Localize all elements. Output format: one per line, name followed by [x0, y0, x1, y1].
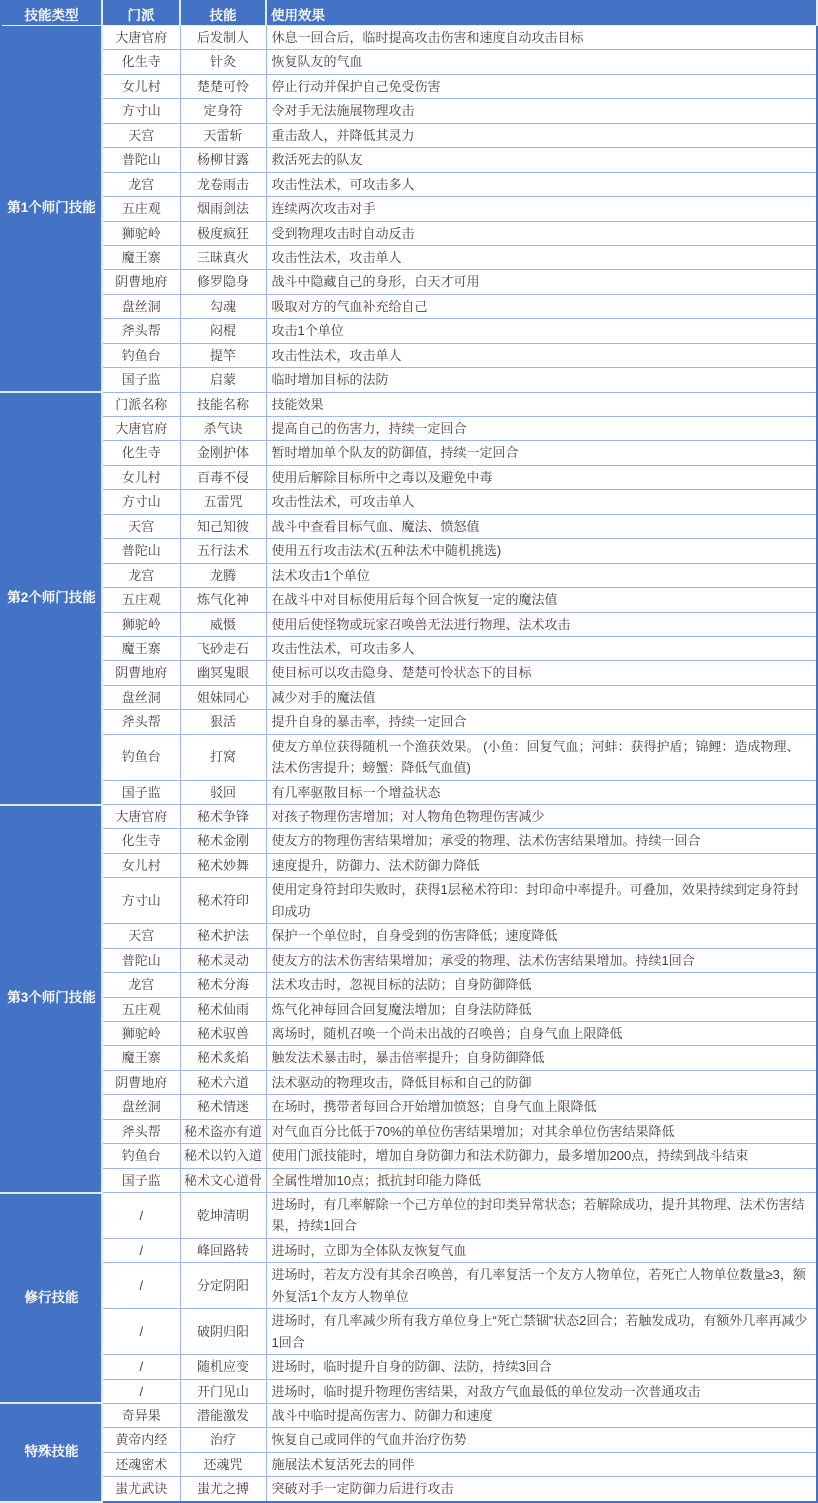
effect-cell: 使用后使怪物或玩家召唤兽无法进行物理、法术攻击 — [266, 612, 817, 636]
sect-cell: 化生寺 — [102, 50, 180, 74]
sect-cell: 门派名称 — [102, 392, 180, 416]
header-row — [1, 1, 817, 26]
effect-cell: 停止行动并保护自己免受伤害 — [266, 74, 817, 98]
group-label-cell: 修行技能 — [1, 1193, 102, 1404]
skill-cell: 龙卷雨击 — [180, 172, 266, 196]
table-row — [1, 1355, 817, 1379]
skill-cell: 潜能激发 — [180, 1403, 266, 1427]
table-row — [1, 1309, 817, 1355]
table-row — [1, 99, 817, 123]
skill-cell: 秘术分海 — [180, 973, 266, 997]
effect-cell: 对孩子物理伤害增加；对人物角色物理伤害减少 — [266, 805, 817, 829]
table-row — [1, 172, 817, 196]
skill-cell: 秘术以钓入道 — [180, 1144, 266, 1168]
skill-cell: 定身符 — [180, 99, 266, 123]
sect-cell: 大唐官府 — [102, 417, 180, 441]
effect-cell: 施展法术复活死去的同伴 — [266, 1452, 817, 1476]
sect-cell: 魔王寨 — [102, 245, 180, 269]
skill-cell: 金刚护体 — [180, 441, 266, 465]
sect-cell: 国子监 — [102, 1168, 180, 1192]
skills-table-header — [1, 1, 817, 26]
table-row — [1, 710, 817, 734]
table-row — [1, 636, 817, 660]
sect-cell: 大唐官府 — [102, 26, 180, 50]
effect-cell: 受到物理攻击时自动反击 — [266, 221, 817, 245]
skill-cell: 秘术符印 — [180, 878, 266, 924]
table-row — [1, 997, 817, 1021]
skill-cell: 炼气化神 — [180, 588, 266, 612]
effect-cell: 炼气化神每回合回复魔法增加；自身法防降低 — [266, 997, 817, 1021]
skill-cell: 秘术灵动 — [180, 948, 266, 972]
table-row — [1, 221, 817, 245]
sect-cell: 女儿村 — [102, 74, 180, 98]
effect-cell: 触发法术暴击时，暴击倍率提升；自身防御降低 — [266, 1046, 817, 1070]
sect-cell: / — [102, 1309, 180, 1355]
table-row — [1, 780, 817, 804]
effect-cell: 进场时，临时提升自身的防御、法防，持续3回合 — [266, 1355, 817, 1379]
table-row — [1, 1477, 817, 1502]
effect-cell: 进场时，立即为全体队友恢复气血 — [266, 1238, 817, 1262]
effect-cell: 速度提升，防御力、法术防御力降低 — [266, 853, 817, 877]
sect-cell: 五庄观 — [102, 997, 180, 1021]
sect-cell: 天宫 — [102, 924, 180, 948]
effect-cell: 令对手无法施展物理攻击 — [266, 99, 817, 123]
skill-cell: 秘术情迷 — [180, 1095, 266, 1119]
table-row — [1, 973, 817, 997]
group-label-cell: 第1个师门技能 — [1, 26, 102, 393]
sect-cell: 国子监 — [102, 368, 180, 392]
table-row — [1, 245, 817, 269]
effect-cell: 攻击性法术，可攻击单人 — [266, 490, 817, 514]
table-row — [1, 514, 817, 538]
skill-cell: 秘术护法 — [180, 924, 266, 948]
effect-cell: 攻击性法术，攻击单人 — [266, 245, 817, 269]
effect-cell: 使目标可以攻击隐身、楚楚可怜状态下的目标 — [266, 661, 817, 685]
sect-cell: 狮驼岭 — [102, 221, 180, 245]
sect-cell: 盘丝洞 — [102, 1095, 180, 1119]
effect-cell: 全属性增加10点；抵抗封印能力降低 — [266, 1168, 817, 1192]
table-row — [1, 270, 817, 294]
table-row — [1, 441, 817, 465]
table-row — [1, 1263, 817, 1309]
sect-cell: 钓鱼台 — [102, 734, 180, 780]
header-sect: 门派 — [102, 1, 180, 26]
sect-cell: 斧头帮 — [102, 319, 180, 343]
table-row — [1, 392, 817, 416]
sect-cell: / — [102, 1379, 180, 1403]
skill-cell: 治疗 — [180, 1428, 266, 1452]
table-row — [1, 417, 817, 441]
effect-cell: 战斗中临时提高伤害力、防御力和速度 — [266, 1403, 817, 1427]
table-row — [1, 563, 817, 587]
effect-cell: 使用定身符封印失败时，获得1层秘术符印：封印命中率提升。可叠加，效果持续到定身符封印成功 — [266, 878, 817, 924]
effect-cell: 临时增加目标的法防 — [266, 368, 817, 392]
sect-cell: 天宫 — [102, 123, 180, 147]
group-label-cell: 特殊技能 — [1, 1403, 102, 1501]
skill-cell: 峰回路转 — [180, 1238, 266, 1262]
sect-cell: 国子监 — [102, 780, 180, 804]
sect-cell: / — [102, 1238, 180, 1262]
table-row — [1, 734, 817, 780]
effect-cell: 连续两次攻击对手 — [266, 197, 817, 221]
skill-cell: 楚楚可怜 — [180, 74, 266, 98]
skill-cell: 闷棍 — [180, 319, 266, 343]
effect-cell: 救活死去的队友 — [266, 148, 817, 172]
skill-cell: 秘术驭兽 — [180, 1021, 266, 1045]
table-row — [1, 1168, 817, 1192]
effect-cell: 战斗中隐藏自己的身形，白天才可用 — [266, 270, 817, 294]
skill-cell: 针灸 — [180, 50, 266, 74]
table-row — [1, 1021, 817, 1045]
group-label-cell: 第2个师门技能 — [1, 392, 102, 804]
table-row — [1, 123, 817, 147]
effect-cell: 使用五行攻击法术(五种法术中随机挑选) — [266, 539, 817, 563]
skill-cell: 秘术妙舞 — [180, 853, 266, 877]
skill-cell: 提竿 — [180, 343, 266, 367]
table-row — [1, 661, 817, 685]
table-row — [1, 148, 817, 172]
effect-cell: 提升自身的暴击率，持续一定回合 — [266, 710, 817, 734]
skill-cell: 烟雨剑法 — [180, 197, 266, 221]
table-row — [1, 343, 817, 367]
effect-cell: 使友方的法术伤害结果增加；承受的物理、法术伤害结果增加。持续1回合 — [266, 948, 817, 972]
sect-cell: / — [102, 1193, 180, 1239]
table-row — [1, 612, 817, 636]
effect-cell: 进场时，临时提升物理伤害结果，对敌方气血最低的单位发动一次普通攻击 — [266, 1379, 817, 1403]
sect-cell: 还魂密术 — [102, 1452, 180, 1476]
skill-cell: 秘术炙焰 — [180, 1046, 266, 1070]
sect-cell: / — [102, 1355, 180, 1379]
skill-cell: 姐妹同心 — [180, 685, 266, 709]
skill-cell: 天雷斩 — [180, 123, 266, 147]
table-row — [1, 50, 817, 74]
table-row — [1, 465, 817, 489]
sect-cell: 五庄观 — [102, 588, 180, 612]
skills-table-body — [1, 26, 817, 1502]
skill-cell: 蚩尤之搏 — [180, 1477, 266, 1502]
sect-cell: 方寸山 — [102, 878, 180, 924]
effect-cell: 法术攻击时，忽视目标的法防；自身防御降低 — [266, 973, 817, 997]
skill-cell: 破阴归阳 — [180, 1309, 266, 1355]
header-effect: 使用效果 — [266, 1, 817, 26]
table-row — [1, 490, 817, 514]
effect-cell: 提高自己的伤害力，持续一定回合 — [266, 417, 817, 441]
effect-cell: 休息一回合后，临时提高攻击伤害和速度自动攻击目标 — [266, 26, 817, 50]
skill-cell: 还魂咒 — [180, 1452, 266, 1476]
skill-cell: 飞砂走石 — [180, 636, 266, 660]
sect-cell: 奇异果 — [102, 1403, 180, 1427]
table-row — [1, 924, 817, 948]
group-label-cell: 第3个师门技能 — [1, 805, 102, 1193]
skill-cell: 杀气诀 — [180, 417, 266, 441]
table-row — [1, 26, 817, 50]
effect-cell: 减少对手的魔法值 — [266, 685, 817, 709]
sect-cell: 龙宫 — [102, 172, 180, 196]
effect-cell: 进场时，若友方没有其余召唤兽，有几率复活一个友方人物单位，若死亡人物单位数量≥3，额外复活1个友方人物单位 — [266, 1263, 817, 1309]
sect-cell: 天宫 — [102, 514, 180, 538]
effect-cell: 离场时，随机召唤一个尚未出战的召唤兽；自身气血上限降低 — [266, 1021, 817, 1045]
skill-cell: 勾魂 — [180, 294, 266, 318]
table-row — [1, 368, 817, 392]
header-skill-type: 技能类型 — [1, 1, 102, 26]
effect-cell: 法术驱动的物理攻击，降低目标和自己的防御 — [266, 1070, 817, 1094]
effect-cell: 使用后解除目标所中之毒以及避免中毒 — [266, 465, 817, 489]
effect-cell: 恢复队友的气血 — [266, 50, 817, 74]
effect-cell: 使友方单位获得随机一个渔获效果。 (小鱼：回复气血；河蚌：获得护盾；锦鲤：造成物理、法术伤害提升；螃蟹：降低气血值) — [266, 734, 817, 780]
skill-cell: 杨柳甘露 — [180, 148, 266, 172]
table-row — [1, 319, 817, 343]
sect-cell: 女儿村 — [102, 465, 180, 489]
effect-cell: 重击敌人，并降低其灵力 — [266, 123, 817, 147]
effect-cell: 法术攻击1个单位 — [266, 563, 817, 587]
sect-cell: 阴曹地府 — [102, 661, 180, 685]
sect-cell: 狮驼岭 — [102, 1021, 180, 1045]
skill-cell: 秘术金刚 — [180, 829, 266, 853]
header-skill: 技能 — [180, 1, 266, 26]
skill-cell: 后发制人 — [180, 26, 266, 50]
effect-cell: 技能效果 — [266, 392, 817, 416]
sect-cell: 大唐官府 — [102, 805, 180, 829]
sect-cell: 钓鱼台 — [102, 343, 180, 367]
table-row — [1, 685, 817, 709]
table-row — [1, 1070, 817, 1094]
effect-cell: 恢复自己或同伴的气血并治疗伤势 — [266, 1428, 817, 1452]
effect-cell: 战斗中查看目标气血、魔法、愤怒值 — [266, 514, 817, 538]
skill-cell: 极度疯狂 — [180, 221, 266, 245]
sect-cell: / — [102, 1263, 180, 1309]
skill-cell: 修罗隐身 — [180, 270, 266, 294]
skill-cell: 随机应变 — [180, 1355, 266, 1379]
effect-cell: 在场时，携带者每回合开始增加愤怒；自身气血上限降低 — [266, 1095, 817, 1119]
table-row — [1, 1193, 817, 1239]
skill-cell: 幽冥鬼眼 — [180, 661, 266, 685]
table-row — [1, 1119, 817, 1143]
skill-cell: 秘术六道 — [180, 1070, 266, 1094]
sect-cell: 魔王寨 — [102, 636, 180, 660]
skill-cell: 乾坤清明 — [180, 1193, 266, 1239]
effect-cell: 突破对手一定防御力后进行攻击 — [266, 1477, 817, 1502]
table-row — [1, 805, 817, 829]
sect-cell: 斧头帮 — [102, 1119, 180, 1143]
skill-cell: 秘术争锋 — [180, 805, 266, 829]
skill-cell: 百毒不侵 — [180, 465, 266, 489]
skill-cell: 开门见山 — [180, 1379, 266, 1403]
sect-cell: 盘丝洞 — [102, 685, 180, 709]
effect-cell: 进场时，有几率减少所有我方单位身上“死亡禁锢”状态2回合；若触发成功，有额外几率再减少1回合 — [266, 1309, 817, 1355]
skill-cell: 技能名称 — [180, 392, 266, 416]
sect-cell: 普陀山 — [102, 948, 180, 972]
effect-cell: 攻击性法术，攻击单人 — [266, 343, 817, 367]
table-row — [1, 1379, 817, 1403]
skill-cell: 打窝 — [180, 734, 266, 780]
sect-cell: 阴曹地府 — [102, 270, 180, 294]
effect-cell: 吸取对方的气血补充给自己 — [266, 294, 817, 318]
table-row — [1, 197, 817, 221]
sect-cell: 普陀山 — [102, 148, 180, 172]
table-row — [1, 1095, 817, 1119]
table-row — [1, 1452, 817, 1476]
table-row — [1, 1403, 817, 1427]
skill-cell: 龙腾 — [180, 563, 266, 587]
effect-cell: 使友方的物理伤害结果增加；承受的物理、法术伤害结果增加。持续一回合 — [266, 829, 817, 853]
skill-cell: 狠活 — [180, 710, 266, 734]
skill-cell: 分定阴阳 — [180, 1263, 266, 1309]
table-row — [1, 74, 817, 98]
sect-cell: 黄帝内经 — [102, 1428, 180, 1452]
sect-cell: 五庄观 — [102, 197, 180, 221]
table-row — [1, 948, 817, 972]
effect-cell: 使用门派技能时，增加自身防御力和法术防御力，最多增加200点，持续到战斗结束 — [266, 1144, 817, 1168]
sect-cell: 盘丝洞 — [102, 294, 180, 318]
sect-cell: 方寸山 — [102, 490, 180, 514]
effect-cell: 攻击性法术，可攻击多人 — [266, 636, 817, 660]
effect-cell: 保护一个单位时，自身受到的伤害降低；速度降低 — [266, 924, 817, 948]
table-row — [1, 1428, 817, 1452]
sect-cell: 化生寺 — [102, 441, 180, 465]
effect-cell: 暂时增加单个队友的防御值，持续一定回合 — [266, 441, 817, 465]
sect-cell: 龙宫 — [102, 563, 180, 587]
skill-cell: 秘术文心道骨 — [180, 1168, 266, 1192]
table-row — [1, 539, 817, 563]
effect-cell: 进场时，有几率解除一个己方单位的封印类异常状态；若解除成功，提升其物理、法术伤害结果，持续1回合 — [266, 1193, 817, 1239]
skill-cell: 三昧真火 — [180, 245, 266, 269]
sect-cell: 方寸山 — [102, 99, 180, 123]
skill-cell: 秘术仙雨 — [180, 997, 266, 1021]
effect-cell: 攻击性法术，可攻击多人 — [266, 172, 817, 196]
skill-cell: 威慑 — [180, 612, 266, 636]
skill-cell: 五行法术 — [180, 539, 266, 563]
skill-cell: 五雷咒 — [180, 490, 266, 514]
table-row — [1, 1144, 817, 1168]
sect-cell: 阴曹地府 — [102, 1070, 180, 1094]
sect-cell: 龙宫 — [102, 973, 180, 997]
skill-cell: 秘术盗亦有道 — [180, 1119, 266, 1143]
table-row — [1, 829, 817, 853]
table-row — [1, 853, 817, 877]
skill-cell: 驳回 — [180, 780, 266, 804]
skill-cell: 知己知彼 — [180, 514, 266, 538]
table-row — [1, 1046, 817, 1070]
effect-cell: 对气血百分比低于70%的单位伤害结果增加；对其余单位伤害结果降低 — [266, 1119, 817, 1143]
sect-cell: 化生寺 — [102, 829, 180, 853]
sect-cell: 钓鱼台 — [102, 1144, 180, 1168]
sect-cell: 女儿村 — [102, 853, 180, 877]
skill-cell: 启蒙 — [180, 368, 266, 392]
table-row — [1, 588, 817, 612]
effect-cell: 攻击1个单位 — [266, 319, 817, 343]
sect-cell: 普陀山 — [102, 539, 180, 563]
sect-cell: 魔王寨 — [102, 1046, 180, 1070]
sect-cell: 斧头帮 — [102, 710, 180, 734]
sect-cell: 狮驼岭 — [102, 612, 180, 636]
effect-cell: 在战斗中对目标使用后每个回合恢复一定的魔法值 — [266, 588, 817, 612]
table-row — [1, 878, 817, 924]
table-row — [1, 294, 817, 318]
table-row — [1, 1238, 817, 1262]
sect-cell: 蚩尤武诀 — [102, 1477, 180, 1502]
effect-cell: 有几率驱散目标一个增益状态 — [266, 780, 817, 804]
